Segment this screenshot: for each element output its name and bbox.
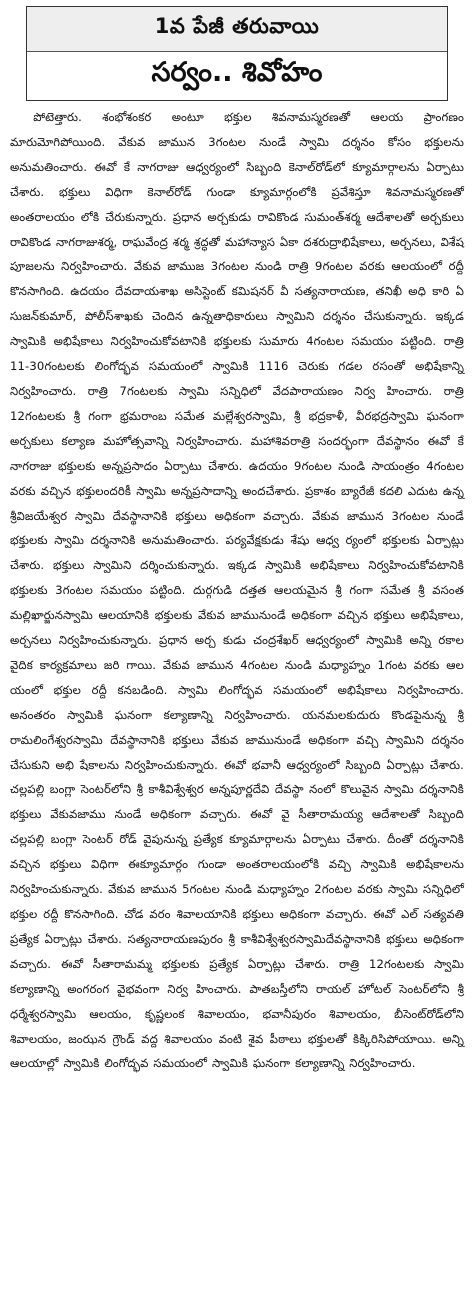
headline: సర్వం.. శివోహం [151,57,323,88]
article-header [26,6,448,101]
continued-from-label: 1వ పేజీ తరువాయి [27,7,447,52]
article-body: పోటెత్తారు. శంభోశంకర అంటూ భక్తుల శివనామస్మరణతో ఆలయ ప్రాంగణం మారుమోగిపోయింది. వేకువ జామున 3గంటల నుండే స్వామి దర్శనం కోసం భక్తులను అనుమతించారు. ఈవో కే నాగరాజు ఆధ్వర్యంలో సిబ్బంది కెనాల్‌రోడ్‌లో క్యూమార్గాలను ఏర్పాటు చేశారు. భక్తులు విధిగా కెనాల్‌రోడ్ గుండా క్యూమార్గంలోకి ప్రవేశిస్తూ శివనామస్మరణతో అంతరాలయం లోకి చేరుకున్నారు. ప్రధాన అర్చకుడు రావికొండ సుమంత్‌శర్మ ఆదేశాలతో అర్చకులు రావికొండ నాగరాజుశర్మ, రాఘవేంద్ర శర్మ శ్రద్ధతో మహాన్యాస ఏకా దశరుద్రాభిషేకాలు, అర్చనలు, విశేష పూజలను నిర్వహించారు. వేకువ జాముజ 3గంటల నుండి రాత్రి 9గంటల వరకు ఆలయంలో రద్దీ కొనసాగింది. ఉదయం దేవదాయశాఖ అసిస్టెంట్ కమిషనర్ వీ సత్యనారాయణ, తనిఖీ అధి కారి ఏ సుజన్‌కుమార్, పోలీస్‌శాఖకు చెందిన ఉన్నతాధికారులు స్వామిని దర్శనం చేసుకున్నారు. ఇక్కడ స్వామికి అభిషేకాలు నిర్వహించుకోవటానికి భక్తులకు సుమారు 4గంటల సమయం పట్టింది. రాత్రి 11-30గంటలకు లింగోద్భవ సమయంలో స్వామికి 1116 చెరుకు గడల రసంతో అభిషేకాన్ని నిర్వహించారు. రాత్రి 7గంటలకు స్వామి సన్నిధిలో వేదపారాయణం నిర్వ హించారు. రాత్రి 12గంటలకు శ్రీ గంగా భ్రమరాంబ సమేత మల్లేశ్వరస్వామి, శ్రీ భద్రకాళీ, వీరభద్రస్వామి ఘనంగా అర్చకులు కల్యాణ మహోత్సవాన్ని నిర్వహించారు. మహాశివరాత్రి సందర్భంగా దేవస్థానం ఈవో కే నాగరాజు భక్తులకు అన్నప్రసాదం ఏర్పాటు చేశారు. ఉదయం 9గంటల నుండి సాయంత్రం 4గంటల వరకు వచ్చిన భక్తులందరికీ స్వామి అన్నప్రసాదాన్ని అందచేశారు. ప్రకాశం బ్యారేజీ కదలి ఎదుట ఉన్న శ్రీవిజయేశ్వర స్వామి దేవస్థానానికి భక్తులు అధికంగా వచ్చారు. వేకువ జామున 3గంటల నుండే భక్తులకు స్వామి దర్శనానికి అనుమతించారు. పర్యవేక్షకుడు శేషు ఆధ్వ ర్యంలో భక్తులకు ఏర్పాట్లు చేశారు. భక్తులు స్వామిని దర్శించుకున్నారు. ఇక్కడ స్వామికి అభిషేకాలు నిర్వహించుకోవటానికి భక్తులకు 3గంటల సమయం పట్టింది. దుర్గగుడి దత్తత ఆలయమైన శ్రీ గంగా సమేత శ్రీ వసంత మల్లిఖార్జునస్వామి ఆలయానికి భక్తులకు వేకువ జామునుండే అధికంగా వచ్చిన భక్తులు అభిషేకాలు, అర్చనలు నిర్వహించుకున్నారు. ప్రధాన అర్చ కుడు చంద్రశేఖర్ ఆధ్వర్యంలో స్వామికి అన్ని రకాల వైదిక కార్యక్రమాలు జరి గాయి. వేకువ జామున 4గంటల నుండి మధ్యాహ్నం 1గంట వరకు ఆల యంలో భక్తుల రద్దీ కనబడింది. స్వామి లింగోద్భవ సమయంలో అభిషేకాలు నిర్వహించారు. అనంతరం స్వామికి ఘనంగా కల్యాణాన్ని నిర్వహించారు. యనమలకుదురు కొండపైనున్న శ్రీ రామలింగేశ్వరస్వామి దేవస్థానానికి భక్తులు వేకువ జామునుండే అధికంగా వచ్చి స్వామిని దర్శనం చేసుకుని అభి షేకాలను నిర్వహించుకున్నారు. ఈవో భవానీ ఆధ్వర్యంలో సిబ్బంది ఏర్పాట్లు చేశారు. చల్లపల్లి బంగ్లా సెంటర్‌లోని శ్రీ కాశీవిశ్వేశ్వర అన్నపూర్ణదేవి దేవస్థా నంలో కొలువైన స్వామి దర్శనానికి భక్తులు వేకువజాము నుండే అధికంగా వచ్చారు. ఈవో వై సీతారామయ్య ఆదేశాలతో సిబ్బంది చల్లపల్లి బంగ్లా సెంటర్ రోడ్ వైపునున్న ప్రత్యేక క్యూమార్గాలను ఏర్పాటు చేశారు. దీంతో దర్శనానికి వచ్చిన భక్తులు విధిగా ఈక్యూమార్గం గుండా అంతరాలయంలోకి వచ్చి స్వామికి అభిషేకాలను నిర్వహించుకున్నారు. వేకువ జామున 5గంటల నుండి మధ్యాహ్నం 2గంటల వరకు స్వామి సన్నిధిలో భక్తుల రద్దీ కొనసాగింది. చోడ వరం శివాలయానికి భక్తులు అధికంగా వచ్చారు. ఈవో ఎల్ సత్యవతి ప్రత్యేక ఏర్పాట్లు చేశారు. సత్యనారాయణపురం శ్రీ కాశీవిశ్వేశ్వరస్వామిదేవస్థానానికి భక్తులు అధికంగా వచ్చారు. ఈవో సీతారామమ్మ భక్తులకు ప్రత్యేక ఏర్పాట్లు చేశారు. రాత్రి 12గంటలకు స్వామి కల్యాణాన్ని అంగరంగ వైభవంగా నిర్వ హించారు. పాతబస్తీలోని రాయల్ హోటల్ సెంటర్‌లోని శ్రీ ధర్మేశ్వరస్వామి ఆలయం, కృష్ణలంక శివాలయం, భవానీపురం శివాలయం, బీసెంట్‌రోడ్‌లోని శివాలయం, జంఝన గ్రౌండ్ వద్ద శివాలయం వంటి శైవ పీఠాలు భక్తులతో కిక్కిరిసిపోయాయి. అన్ని ఆలయాల్లో స్వామికి లింగోద్భవ సమయంలో స్వామికి ఘనంగా కల్యాణాన్ని నిర్వహించారు. [10,110,464,1071]
